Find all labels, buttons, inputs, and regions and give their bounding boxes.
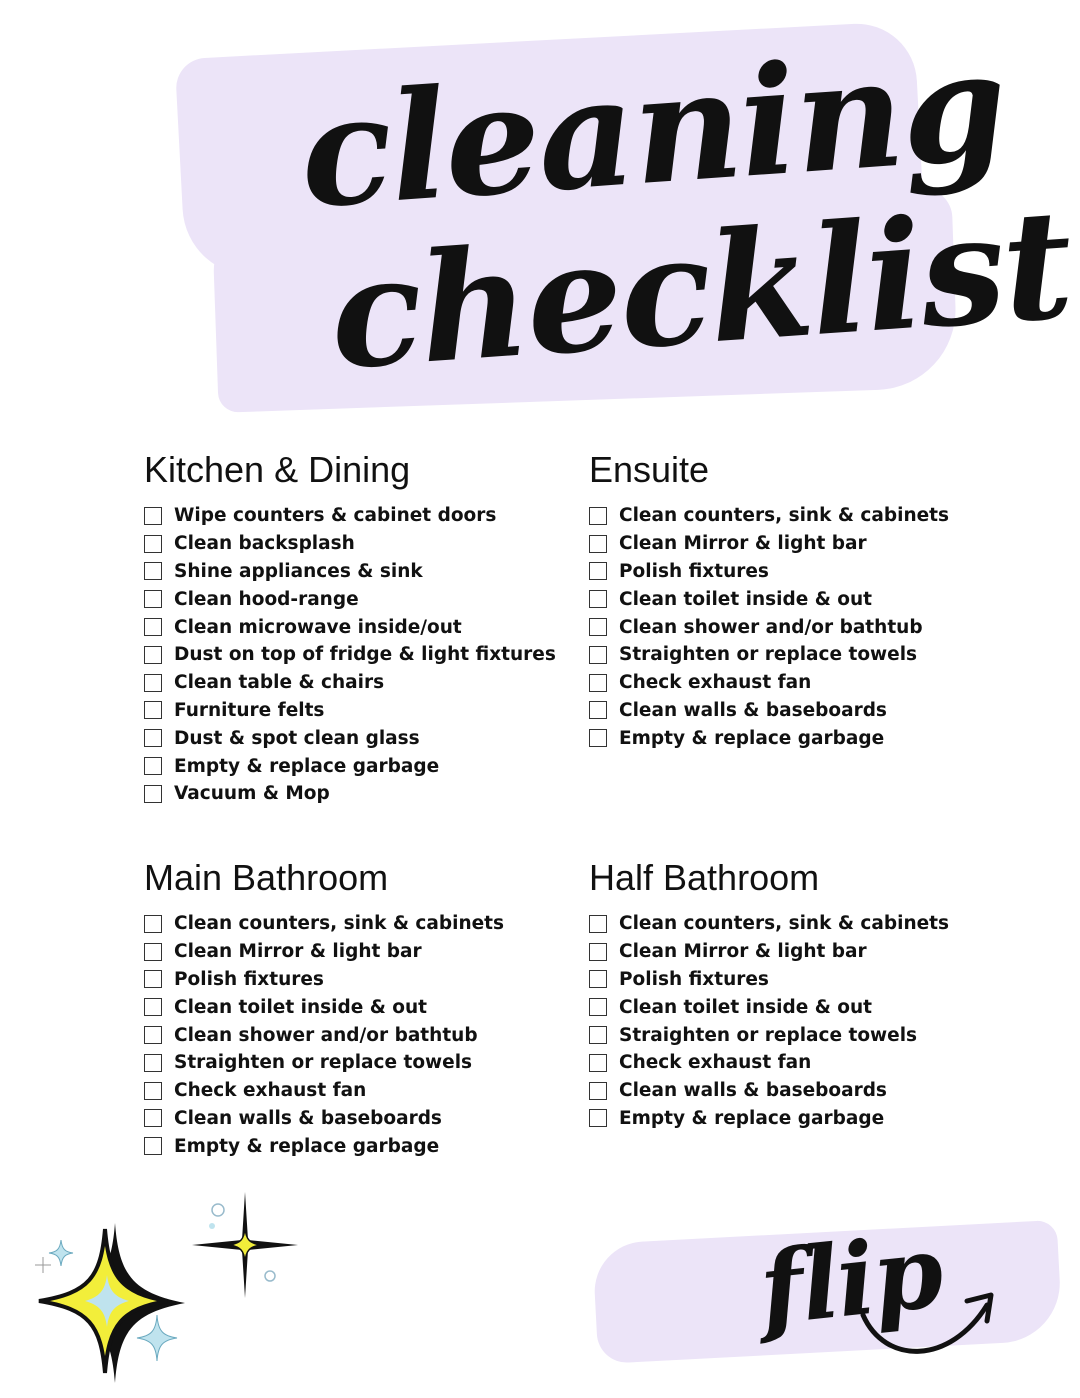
checklist-item	[144, 938, 584, 966]
checklist-item	[144, 1049, 584, 1077]
section-main-bathroom	[144, 856, 584, 1160]
checklist	[589, 910, 1029, 1132]
checklist-item-label: Clean toilet inside & out	[619, 996, 873, 1018]
checkbox[interactable]	[589, 970, 607, 988]
checklist-item-label: Clean Mirror & light bar	[174, 941, 422, 963]
checkbox[interactable]	[144, 1082, 162, 1100]
checklist-item-label: Clean walls & baseboards	[619, 699, 887, 721]
checkbox[interactable]	[589, 562, 607, 580]
checklist-item	[589, 1077, 1029, 1105]
checklist-item-label: Clean microwave inside/out	[174, 616, 462, 638]
checklist-item	[589, 641, 1029, 669]
checklist-item	[589, 585, 1029, 613]
checklist-item	[144, 669, 584, 697]
checklist-item-label: Polish fixtures	[174, 968, 324, 990]
checklist-item-label: Wipe counters & cabinet doors	[174, 505, 497, 527]
checkbox[interactable]	[144, 507, 162, 525]
checklist-item	[589, 697, 1029, 725]
checklist-item-label: Empty & replace garbage	[619, 727, 885, 749]
checkbox[interactable]	[144, 757, 162, 775]
checklist-item	[144, 697, 584, 725]
checklist-item-label: Check exhaust fan	[619, 1052, 812, 1074]
checklist-item	[144, 530, 584, 558]
checkbox[interactable]	[144, 562, 162, 580]
checklist-item	[589, 724, 1029, 752]
checklist-item-label: Clean hood-range	[174, 588, 359, 610]
checklist-item	[589, 966, 1029, 994]
checklist-item	[144, 1077, 584, 1105]
checklist-item	[589, 938, 1029, 966]
checkbox[interactable]	[144, 915, 162, 933]
section-heading: Half Bathroom	[589, 857, 820, 898]
checkbox[interactable]	[589, 590, 607, 608]
checklist-item-label: Clean table & chairs	[174, 672, 385, 694]
checklist-item	[144, 993, 584, 1021]
checklist-item-label: Shine appliances & sink	[174, 560, 423, 582]
section-heading: Main Bathroom	[144, 857, 389, 898]
checklist-item-label: Clean backsplash	[174, 533, 355, 555]
checklist-item-label: Empty & replace garbage	[619, 1107, 885, 1129]
title-line-2: checklist	[324, 176, 1077, 404]
checklist-item-label: Clean shower and/or bathtub	[619, 616, 923, 638]
section-half-bathroom	[589, 856, 1029, 1132]
checkbox[interactable]	[589, 701, 607, 719]
checkbox[interactable]	[589, 507, 607, 525]
checklist-item	[589, 993, 1029, 1021]
checklist-item	[589, 910, 1029, 938]
checkbox[interactable]	[589, 1054, 607, 1072]
checkbox[interactable]	[589, 1082, 607, 1100]
checklist-item	[144, 724, 584, 752]
checkbox[interactable]	[144, 1026, 162, 1044]
title-line-1: cleaning	[294, 17, 1011, 243]
checkbox[interactable]	[144, 729, 162, 747]
checklist-item	[144, 1021, 584, 1049]
checklist-item-label: Check exhaust fan	[619, 672, 812, 694]
checklist-item	[144, 1132, 584, 1160]
checkbox[interactable]	[144, 970, 162, 988]
checklist-item-label: Clean Mirror & light bar	[619, 533, 867, 555]
section-ensuite	[589, 448, 1029, 752]
checklist-item	[589, 530, 1029, 558]
checklist-item-label: Empty & replace garbage	[174, 755, 440, 777]
checklist-item-label: Clean toilet inside & out	[174, 996, 428, 1018]
checkbox[interactable]	[589, 618, 607, 636]
checkbox[interactable]	[144, 1137, 162, 1155]
checkbox[interactable]	[144, 535, 162, 553]
checkbox[interactable]	[589, 646, 607, 664]
checklist-item-label: Clean shower and/or bathtub	[174, 1024, 478, 1046]
checklist-item-label: Polish fixtures	[619, 560, 769, 582]
checkbox[interactable]	[589, 535, 607, 553]
checklist-item-label: Polish fixtures	[619, 968, 769, 990]
checkbox[interactable]	[589, 674, 607, 692]
sparkle-small-icon	[190, 1190, 300, 1300]
checklist-item-label: Vacuum & Mop	[174, 783, 330, 805]
checklist-item-label: Clean counters, sink & cabinets	[619, 913, 950, 935]
checkbox[interactable]	[144, 674, 162, 692]
checkbox[interactable]	[144, 785, 162, 803]
checklist-item-label: Straighten or replace towels	[619, 644, 918, 666]
checklist-item-label: Clean walls & baseboards	[619, 1080, 887, 1102]
checklist-item	[144, 780, 584, 808]
checklist-item	[589, 1105, 1029, 1133]
checkbox[interactable]	[589, 1026, 607, 1044]
section-heading: Ensuite	[589, 449, 710, 490]
checklist-item-label: Straighten or replace towels	[174, 1052, 473, 1074]
checklist-item-label: Clean toilet inside & out	[619, 588, 873, 610]
arrow-icon	[855, 1285, 1000, 1370]
checklist-item	[589, 1021, 1029, 1049]
checkbox[interactable]	[589, 1109, 607, 1127]
checklist-item	[589, 669, 1029, 697]
checklist-item	[144, 1105, 584, 1133]
checklist-item-label: Clean Mirror & light bar	[619, 941, 867, 963]
checklist-item	[144, 585, 584, 613]
checkbox[interactable]	[589, 998, 607, 1016]
checklist-item	[144, 502, 584, 530]
checkbox[interactable]	[144, 1109, 162, 1127]
checklist-item	[144, 752, 584, 780]
checkbox[interactable]	[144, 646, 162, 664]
checklist-item	[589, 613, 1029, 641]
checklist	[589, 502, 1029, 752]
checklist-item	[144, 966, 584, 994]
checklist-item	[144, 641, 584, 669]
checklist-item-label: Dust & spot clean glass	[174, 727, 420, 749]
section-kitchen-dining	[144, 448, 584, 808]
checklist-item-label: Clean counters, sink & cabinets	[619, 505, 950, 527]
checkbox[interactable]	[144, 618, 162, 636]
checklist-item	[589, 1049, 1029, 1077]
checklist-item	[144, 558, 584, 586]
checklist-item	[144, 613, 584, 641]
checklist	[144, 910, 584, 1160]
checklist-item	[144, 910, 584, 938]
checklist-item-label: Clean counters, sink & cabinets	[174, 913, 505, 935]
sparkle-large-icon	[15, 1215, 205, 1390]
checklist-item-label: Furniture felts	[174, 699, 325, 721]
checkbox[interactable]	[144, 1054, 162, 1072]
checklist-item-label: Empty & replace garbage	[174, 1135, 440, 1157]
checkbox[interactable]	[144, 590, 162, 608]
checkbox[interactable]	[144, 943, 162, 961]
checkbox[interactable]	[144, 701, 162, 719]
checkbox[interactable]	[589, 943, 607, 961]
checklist-item-label: Check exhaust fan	[174, 1080, 367, 1102]
checklist	[144, 502, 584, 808]
checklist-item-label: Clean walls & baseboards	[174, 1107, 442, 1129]
checklist-item	[589, 502, 1029, 530]
section-heading: Kitchen & Dining	[144, 449, 411, 490]
checklist-item-label: Straighten or replace towels	[619, 1024, 918, 1046]
checkbox[interactable]	[589, 729, 607, 747]
checklist-item	[589, 558, 1029, 586]
checkbox[interactable]	[144, 998, 162, 1016]
checklist-item-label: Dust on top of fridge & light fixtures	[174, 644, 556, 666]
flip-label: flip	[754, 1211, 947, 1349]
checkbox[interactable]	[589, 915, 607, 933]
